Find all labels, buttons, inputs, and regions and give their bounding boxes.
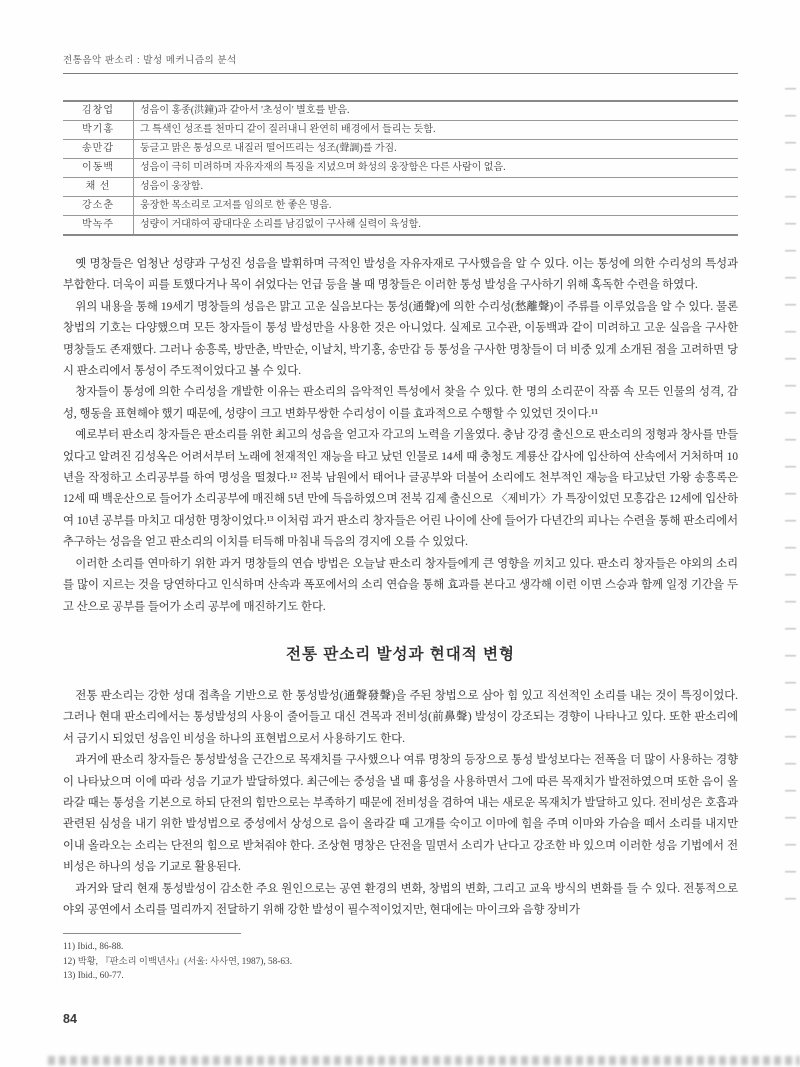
paragraph: 과거와 달리 현재 통성발성이 감소한 주요 원인으로는 공연 환경의 변화, 창법의 변화, 그리고 교육 방식의 변화를 들 수 있다. 전통적으로 야외 공연에서 소리를 멀리까지 전달하기 위해 강한 발성이 필수적이었지만, 현대에는 마이크와 음향 장비가 [63, 882, 738, 916]
paragraph: 전통 판소리는 강한 성대 접촉을 기반으로 한 통성발성(通聲發聲)을 주된 창법으로 삼아 힘 있고 직선적인 소리를 내는 것이 특징이었다. 그러나 현대 판소리에서는 통성발성의 사용이 줄어들고 대신 견목과 전비성(前鼻聲) 발성이 강조되는 경향이 나타나고 있다. 또한 판소리에서 금기시 되었던 성음인 비성을 하나의 표현법으로서 사용하기도 한다. [63, 689, 738, 745]
running-header-title: 전통음악 판소리 : 발성 메커니즘의 분석 [63, 55, 237, 66]
body-section-2 [63, 686, 738, 921]
footnote: 13) Ibid., 60-77. [63, 971, 124, 982]
footnote-divider [63, 933, 241, 934]
singer-table [63, 100, 738, 236]
singer-name: 박기홍 [63, 121, 134, 140]
paragraph: 과거에 판소리 창자들은 통성발성을 근간으로 목재치를 구사했으나 여류 명창의 등장으로 통성 발성보다는 전폭을 더 많이 사용하는 경향이 나타났으며 이에 따라 성음 기교가 발달하였다. 최근에는 중성을 낼 때 흉성을 사용하면서 그에 따른 목재치가 발전하였으며 또한 음이 올라갈 때는 통성을 기본으로 하되 단전의 힘만으로는 부족하기 때문에 전비성을 겸하여 내는 새로운 목재치가 발달하고 있다. 전비성은 호흡과 관련된 심성을 내기 위한 발성법으로 중성에서 상성으로 음이 올라갈 때 고개를 숙이고 이마에 힘을 주며 이마와 가슴을 떼서 소리를 내지만 이내 올라오는 소리는 단전의 힘으로 받쳐줘야 한다. 조상현 명창은 단전을 밀면서 소리가 난다고 강조한 바 있으며 이러한 성음 기법에서 전비성은 하나의 성음 기교로 활용된다. [63, 754, 738, 874]
paragraph: 이러한 소리를 연마하기 위한 과거 명창들의 연습 방법은 오늘날 판소리 창자들에게 큰 영향을 끼치고 있다. 판소리 창자들은 야외의 소리를 많이 지르는 것을 당연하다고 인식하며 산속과 폭포에서의 소리 연습을 통해 효과를 본다고 생각해 이런 이면 스승과 함께 일정 기간을 두고 산으로 공부를 들어가 소리 공부에 매진하기도 한다. [63, 557, 738, 613]
scan-bottom-text-artifact [48, 1056, 800, 1065]
footnote: 12) 박황, 『판소리 이백년사』(서울: 사사연, 1987), 58-63. [63, 956, 293, 967]
singer-desc: 그 특색인 성조를 천마디 같이 질러내니 완연히 배경에서 들리는 듯함. [134, 121, 739, 140]
table-row [63, 159, 738, 178]
singer-name: 강소춘 [63, 197, 134, 216]
scan-edge-marks [785, 88, 796, 908]
table-row [63, 178, 738, 197]
paragraph: 옛 명창들은 엄청난 성량과 구성진 성음을 발휘하며 극적인 발성을 자유자재로 구사했음을 알 수 있다. 이는 통성에 의한 수리성의 특성과 부합한다. 더욱이 피를 토했다거나 목이 쉬었다는 언급 등을 볼 때 명창들은 이러한 통성 발성을 구사하기 위해 혹독한 수련을 하였다. [63, 258, 738, 292]
paragraph: 창자들이 통성에 의한 수리성을 개발한 이유는 판소리의 음악적인 특성에서 찾을 수 있다. 한 명의 소리꾼이 작품 속 모든 인물의 성격, 감성, 행동을 표현해야 했기 때문에, 성량이 크고 변화무쌍한 수리성이 이를 효과적으로 수행할 수 있었던 것이다.¹¹ [63, 386, 738, 420]
table-row [63, 197, 738, 216]
page-number: 84 [63, 1011, 77, 1026]
table-row [63, 121, 738, 140]
section-heading: 전통 판소리 발성과 현대적 변형 [286, 645, 515, 663]
table-row [63, 216, 738, 236]
singer-desc: 성량이 거대하여 광대다운 소리를 남김없이 구사해 실력이 육성함. [134, 216, 739, 236]
body-section-1 [63, 254, 738, 618]
singer-name: 박녹주 [63, 216, 134, 236]
running-header [63, 52, 738, 74]
footnote: 11) Ibid., 86-88. [63, 942, 124, 953]
table-row [63, 140, 738, 159]
table-row [63, 101, 738, 121]
singer-desc: 성음이 극히 미려하며 자유자재의 특징을 지녔으며 화성의 웅장함은 다른 사람이 없음. [134, 159, 739, 178]
footnotes [63, 933, 738, 984]
singer-desc: 웅장한 목소리로 고저를 임의로 한 좋은 명음. [134, 197, 739, 216]
singer-desc: 성음이 홍종(洪鐘)과 같아서 '초성이' 별호를 받음. [140, 105, 350, 116]
singer-desc: 둥글고 맑은 통성으로 내질러 떨어뜨리는 성조(聲調)를 가짐. [134, 140, 739, 159]
singer-name: 이동백 [63, 159, 134, 178]
paragraph: 위의 내용을 통해 19세기 명창들의 성음은 맑고 고운 실음보다는 통성(通聲)에 의한 수리성(愁離聲)이 주류를 이루었음을 알 수 있다. 물론 창법의 기호는 다양했으며 모든 창자들이 통성 발성만을 사용한 것은 아니었다. 실제로 고수관, 이동백과 같이 미려하고 고운 실음을 구사한 명창들도 존재했다. 그러나 송흥록, 방만춘, 박만순, 이날치, 박기홍, 송만갑 등 통성을 구사한 명창들이 더 비중 있게 소개된 점을 고려하면 당시 판소리에서 통성이 주도적이었다고 볼 수 있다. [63, 300, 738, 378]
paragraph: 예로부터 판소리 창자들은 판소리를 위한 최고의 성음을 얻고자 각고의 노력을 기울였다. 충남 강경 출신으로 판소리의 정형과 창사를 만들었다고 알려진 김성옥은 어려서부터 노래에 천재적인 재능을 타고 났던 인물로 14세 때 충청도 계룡산 갑사에 입산하여 산속에서 거처하며 10년을 작정하고 소리공부를 하여 명성을 떨쳤다.¹² 전북 남원에서 태어나 글공부와 더불어 소리에도 천부적인 재능을 타고났던 가왕 송흥록은 12세 때 백운산으로 들어가 소리공부에 매진해 5년 만에 득음하였으며 전북 김제 출신으로 〈제비가〉가 특장이었던 모흥갑은 12세에 입산하여 10년 공부를 마치고 대성한 명창이었다.¹³ 이처럼 과거 판소리 창자들은 어린 나이에 산에 들어가 다년간의 피나는 수련을 통해 판소리에서 추구하는 성음을 얻고 판소리의 이치를 터득해 마침내 득음의 경지에 오를 수 있었다. [63, 429, 738, 549]
singer-desc: 성음이 웅장함. [134, 178, 739, 197]
singer-name: 채 선 [63, 178, 134, 197]
singer-name: 김창업 [63, 101, 134, 121]
singer-name: 송만갑 [63, 140, 134, 159]
